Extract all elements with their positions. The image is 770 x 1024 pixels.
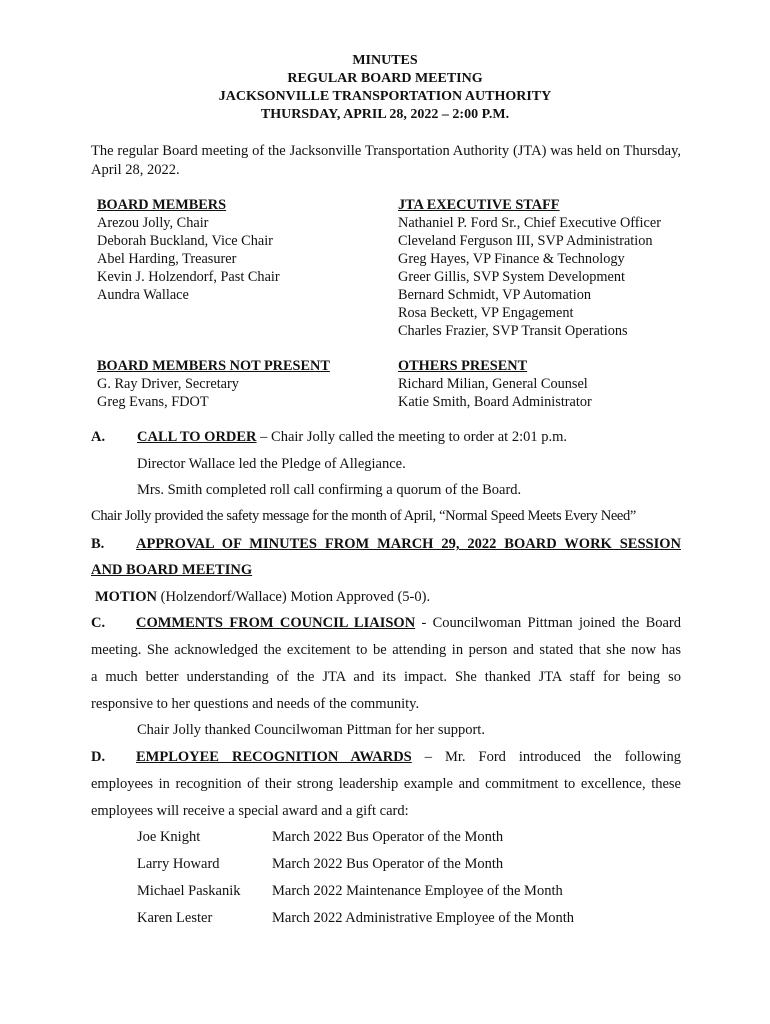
section-c-line1-rest: - Councilwoman Pittman joined the Board	[415, 615, 682, 631]
document-header	[0, 52, 770, 124]
header-meeting-type: REGULAR BOARD MEETING	[287, 71, 483, 86]
executive-staff-block	[398, 196, 661, 340]
list-item: Katie Smith, Board Administrator	[398, 394, 592, 410]
section-c-letter: C.	[91, 615, 106, 631]
section-b-motion	[95, 589, 430, 606]
employee-award: March 2022 Administrative Employee of the Month	[272, 910, 575, 926]
list-item: Greer Gillis, SVP System Development	[398, 269, 626, 285]
others-present-heading: OTHERS PRESENT	[398, 358, 528, 374]
list-item: Abel Harding, Treasurer	[97, 251, 237, 267]
not-present-heading: BOARD MEMBERS NOT PRESENT	[97, 358, 330, 374]
executive-staff-heading: JTA EXECUTIVE STAFF	[398, 197, 560, 213]
section-d-letter: D.	[91, 749, 106, 765]
header-title: MINUTES	[352, 53, 418, 68]
intro-paragraph: The regular Board meeting of the Jacksonville Transportation Authority (JTA) was held on Thursday, April 28, 2022.	[91, 143, 681, 178]
motion-label: MOTION	[95, 589, 158, 605]
employee-name: Larry Howard	[137, 856, 220, 872]
list-item: Cleveland Ferguson III, SVP Administration	[398, 233, 653, 249]
section-a-letter: A.	[91, 429, 106, 445]
section-c-line3: a much better understanding of the JTA and its impact. She thanked JTA staff for being so	[91, 669, 681, 685]
section-a-roll-call: Mrs. Smith completed roll call confirming a quorum of the Board.	[137, 482, 522, 498]
list-item: Richard Milian, General Counsel	[398, 376, 588, 392]
list-item: Arezou Jolly, Chair	[97, 215, 209, 231]
list-item: Nathaniel P. Ford Sr., Chief Executive Officer	[398, 215, 661, 231]
section-c-line2: meeting. She acknowledged the excitement to be attending in person and stated that she now has	[91, 642, 681, 658]
section-b-letter: B.	[91, 536, 105, 552]
not-present-block	[97, 357, 330, 411]
section-a-pledge: Director Wallace led the Pledge of Allegiance.	[137, 456, 406, 472]
board-members-heading: BOARD MEMBERS	[97, 197, 227, 213]
section-c-line1	[136, 615, 681, 632]
employee-award: March 2022 Bus Operator of the Month	[272, 856, 504, 872]
motion-text: (Holzendorf/Wallace) Motion Approved (5-0).	[157, 589, 431, 605]
section-a-line	[137, 429, 567, 446]
section-d-line1	[136, 749, 681, 766]
list-item: Rosa Beckett, VP Engagement	[398, 305, 574, 321]
section-d-line2: employees in recognition of their strong leadership example and commitment to excellence, these	[91, 776, 681, 792]
employee-award: March 2022 Maintenance Employee of the Month	[272, 883, 563, 899]
employee-award: March 2022 Bus Operator of the Month	[272, 829, 504, 845]
employee-name: Michael Paskanik	[137, 883, 241, 899]
section-d-line3: employees will receive a special award and a gift card:	[91, 803, 409, 819]
list-item: Kevin J. Holzendorf, Past Chair	[97, 269, 280, 285]
list-item: Greg Hayes, VP Finance & Technology	[398, 251, 625, 267]
section-d-line1-rest: – Mr. Ford introduced the following	[411, 749, 681, 765]
section-a-title: CALL TO ORDER	[137, 429, 257, 445]
list-item: Bernard Schmidt, VP Automation	[398, 287, 592, 303]
list-item: Deborah Buckland, Vice Chair	[97, 233, 273, 249]
employee-name: Joe Knight	[137, 829, 201, 845]
others-present-block	[398, 357, 592, 411]
section-c-thanks: Chair Jolly thanked Councilwoman Pittman for her support.	[137, 722, 485, 738]
employee-name: Karen Lester	[137, 910, 213, 926]
section-d-title: EMPLOYEE RECOGNITION AWARDS	[136, 749, 412, 765]
header-date: THURSDAY, APRIL 28, 2022 – 2:00 P.M.	[260, 107, 510, 122]
list-item: Aundra Wallace	[97, 287, 189, 303]
section-b-title-line1: APPROVAL OF MINUTES FROM MARCH 29, 2022 BOARD WORK SESSION	[136, 536, 681, 552]
section-a-safety-message: Chair Jolly provided the safety message for the month of April, “Normal Speed Meets Every Need”	[91, 508, 636, 524]
board-members-block	[97, 196, 280, 304]
list-item: Charles Frazier, SVP Transit Operations	[398, 323, 628, 339]
list-item: Greg Evans, FDOT	[97, 394, 209, 410]
list-item: G. Ray Driver, Secretary	[97, 376, 239, 392]
section-c-title: COMMENTS FROM COUNCIL LIAISON	[136, 615, 416, 631]
section-b-title-line2: AND BOARD MEETING	[91, 562, 253, 578]
section-a-text: – Chair Jolly called the meeting to order at 2:01 p.m.	[256, 429, 567, 445]
section-c-line4: responsive to her questions and needs of the community.	[91, 696, 420, 712]
header-organization: JACKSONVILLE TRANSPORTATION AUTHORITY	[218, 89, 552, 104]
